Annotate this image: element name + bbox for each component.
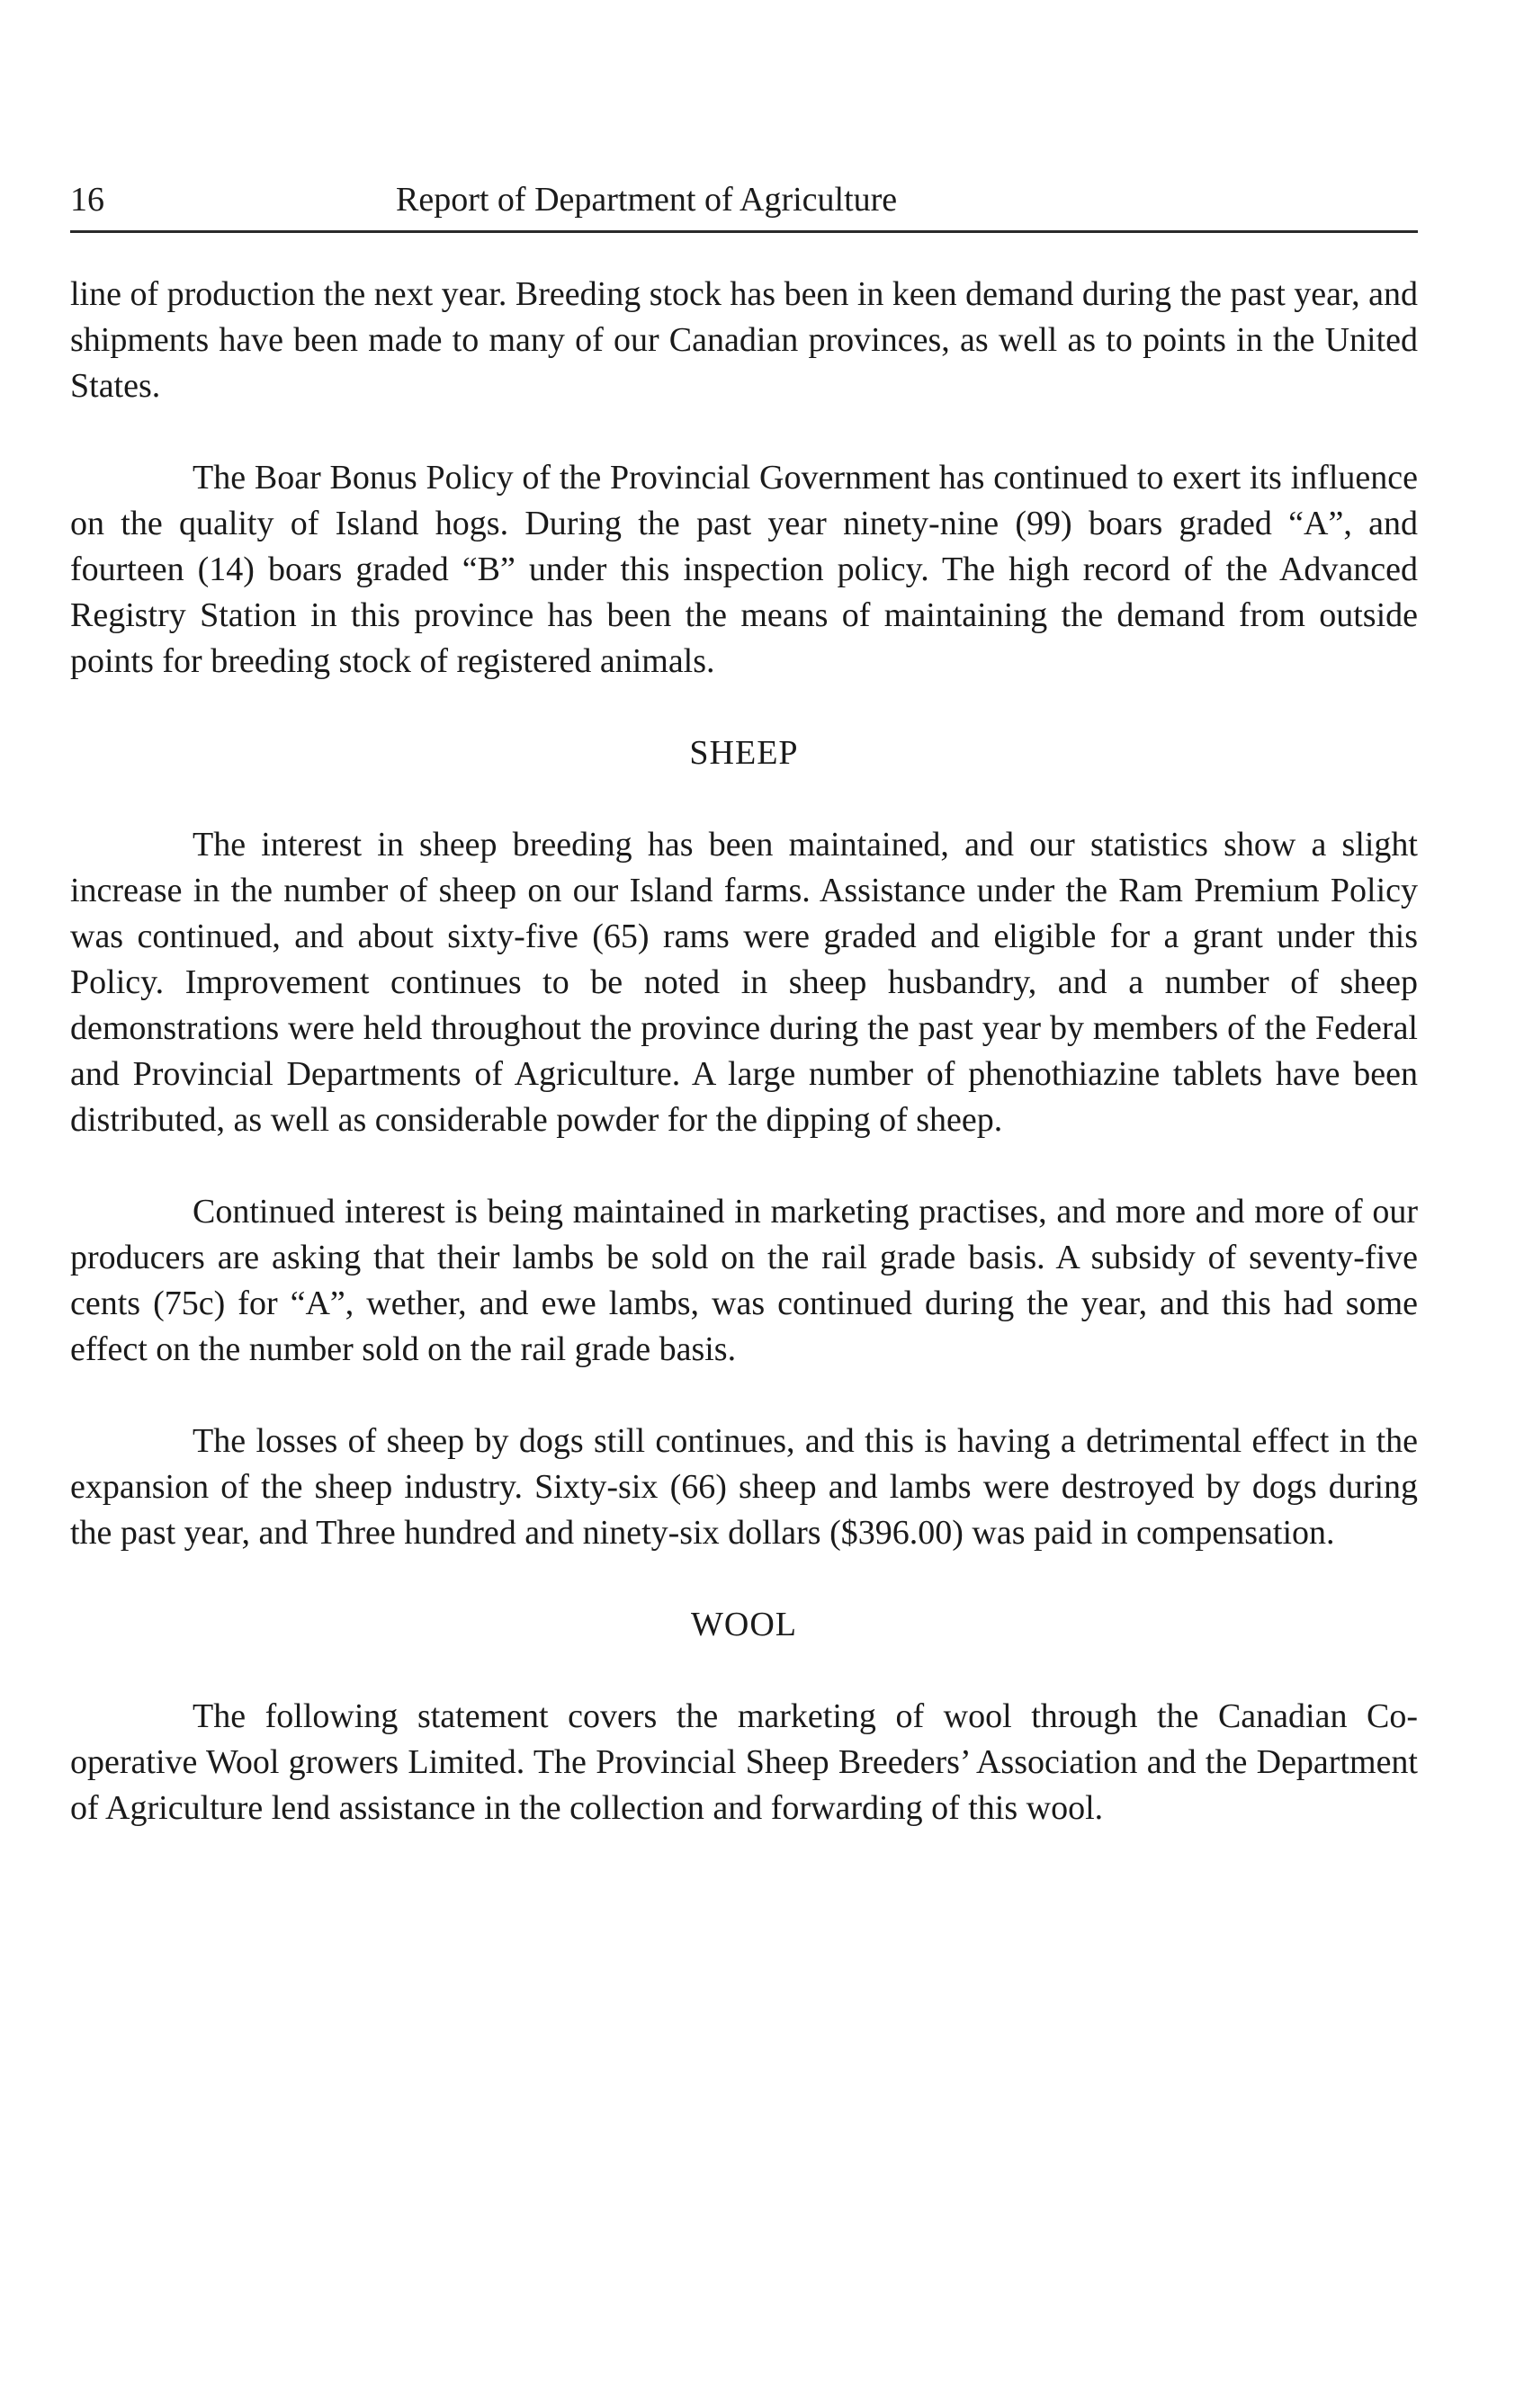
paragraph-wool-marketing: The following statement covers the marketing of wool through the Canadian Co-operative Wool growers Limited. The Provincial Sheep Breeders’ Association and the Department of Agriculture lend assistance in the collection and forwarding of this wool. — [70, 1697, 1418, 1827]
heading-sheep: SHEEP — [689, 734, 799, 772]
page-number: 16 — [70, 181, 104, 219]
heading-wool: WOOL — [691, 1606, 797, 1643]
body-text — [70, 272, 1418, 1831]
paragraph-dog-losses: The losses of sheep by dogs still continues, and this is having a detrimental effect in the expansion of the sheep industry. Sixty-six (66) sheep and lambs were destroyed by dogs during the past year, and Three hundred and ninety-six dollars ($396.00) was paid in compensation. — [70, 1422, 1418, 1552]
running-title: Report of Department of Agriculture — [396, 181, 898, 219]
paragraph-sheep-breeding: The interest in sheep breeding has been maintained, and our statistics show a slight increase in the number of sheep on our Island farms. Assistance under the Ram Premium Policy was continued, and about sixty-five (65) rams were graded and eligible for a grant under this Policy. Improvement continues to be noted in sheep husbandry, and a number of sheep demonstrations were held throughout the province during the past year by members of the Federal and Provincial Departments of Agriculture. A large number of phenothiazine tablets have been distributed, as well as considerable powder for the dipping of sheep. — [70, 826, 1418, 1139]
paragraph-breeding-stock: line of production the next year. Breeding stock has been in keen demand during the past year, and shipments have been made to many of our Canadian provinces, as well as to points in the United States. — [70, 275, 1418, 405]
paragraph-boar-bonus: The Boar Bonus Policy of the Provincial Government has continued to exert its influence on the quality of Island hogs. During the past year ninety-nine (99) boars graded “A”, and fourteen (14) boars graded “B” under this inspection policy. The high record of the Advanced Registry Station in this province has been the means of maintaining the demand from outside points for breeding stock of registered animals. — [70, 459, 1418, 680]
running-head — [70, 176, 1418, 223]
paragraph-marketing: Continued interest is being maintained in marketing practises, and more and more of our producers are asking that their lambs be sold on the rail grade basis. A subsidy of seventy-five cents (75c) for “A”, wether, and ewe lambs, was continued during the year, and this had some effect on the number sold on the rail grade basis. — [70, 1193, 1418, 1368]
header-rule — [70, 230, 1418, 233]
